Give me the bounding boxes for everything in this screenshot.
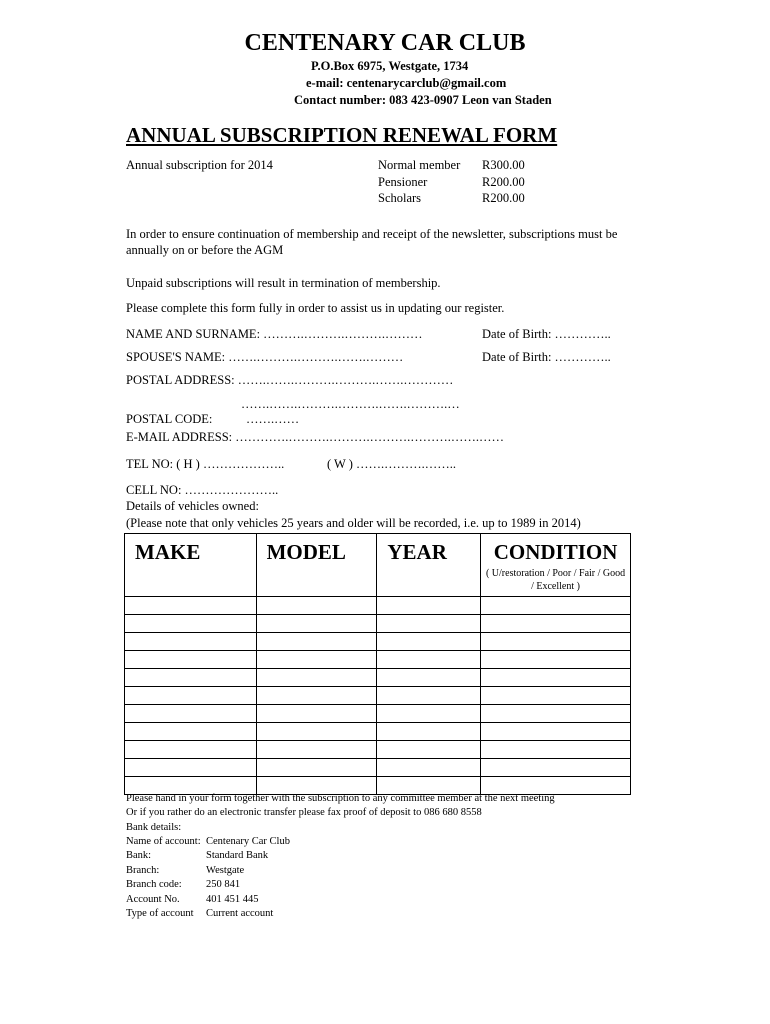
complete-note: Please complete this form fully in order to assist us in updating our register. <box>126 301 505 315</box>
condition-cell[interactable] <box>481 741 631 759</box>
unpaid-note: Unpaid subscriptions will result in termination of membership. <box>126 276 441 290</box>
bank-label: Type of account <box>126 908 194 919</box>
make-cell[interactable] <box>125 615 257 633</box>
postal-code-field[interactable]: …….…… <box>246 412 300 426</box>
table-row <box>125 597 631 615</box>
po-box: P.O.Box 6975, Westgate, 1734 <box>311 59 469 73</box>
model-cell[interactable] <box>256 651 377 669</box>
bank-value: Current account <box>206 908 274 919</box>
spouse-name-field[interactable]: SPOUSE'S NAME: …….……….……….…….……… <box>126 350 404 364</box>
make-cell[interactable] <box>125 777 257 795</box>
year-cell[interactable] <box>377 741 481 759</box>
email-field[interactable]: E-MAIL ADDRESS: ………….……….……….……….……….…….…… <box>126 430 505 444</box>
year-cell[interactable] <box>377 669 481 687</box>
model-cell[interactable] <box>256 759 377 777</box>
bank-value: Standard Bank <box>206 850 269 861</box>
model-cell[interactable] <box>256 633 377 651</box>
make-header: MAKE <box>125 534 257 597</box>
make-cell[interactable] <box>125 633 257 651</box>
model-cell[interactable] <box>256 705 377 723</box>
bank-value: 401 451 445 <box>206 894 259 905</box>
year-cell[interactable] <box>377 651 481 669</box>
year-cell[interactable] <box>377 597 481 615</box>
make-cell[interactable] <box>125 651 257 669</box>
rate-amount: R300.00 <box>482 158 525 172</box>
tel-work-field[interactable]: ( W ) …….……….…….. <box>327 457 457 471</box>
rate-type: Pensioner <box>378 175 428 189</box>
make-cell[interactable] <box>125 687 257 705</box>
continuation-note: In order to ensure continuation of membership and receipt of the newsletter, subscriptions must be annually on or before the AGM <box>126 227 618 257</box>
model-cell[interactable] <box>256 687 377 705</box>
condition-title: CONDITION <box>493 540 618 564</box>
make-cell[interactable] <box>125 597 257 615</box>
dob-field[interactable]: Date of Birth: ………….. <box>482 327 611 341</box>
eft-note: Or if you rather do an electronic transfer please fax proof of deposit to 086 680 8558 <box>126 807 482 818</box>
rate-amount: R200.00 <box>482 191 525 205</box>
table-row <box>125 759 631 777</box>
year-cell[interactable] <box>377 705 481 723</box>
make-cell[interactable] <box>125 669 257 687</box>
bank-label: Bank: <box>126 850 152 861</box>
spouse-dob-field[interactable]: Date of Birth: ………….. <box>482 350 611 364</box>
postal-address-field[interactable]: POSTAL ADDRESS: …….…….……….……….…….………… <box>126 373 454 387</box>
table-row <box>125 705 631 723</box>
make-cell[interactable] <box>125 741 257 759</box>
condition-cell[interactable] <box>481 633 631 651</box>
year-header: YEAR <box>377 534 481 597</box>
handin-note: Please hand in your form together with the subscription to any committee member at the next meeting <box>126 793 555 804</box>
model-cell[interactable] <box>256 777 377 795</box>
make-cell[interactable] <box>125 723 257 741</box>
year-cell[interactable] <box>377 723 481 741</box>
model-cell[interactable] <box>256 597 377 615</box>
rate-type: Scholars <box>378 191 422 205</box>
postal-address-line2[interactable]: …….…….……….……….…….……….… <box>241 397 460 411</box>
contact-number: Contact number: 083 423-0907 Leon van Staden <box>294 93 552 107</box>
cell-field[interactable]: CELL NO: ………………….. <box>126 483 279 497</box>
subscription-label: Annual subscription for 2014 <box>126 158 273 172</box>
year-cell[interactable] <box>377 777 481 795</box>
table-row <box>125 651 631 669</box>
condition-cell[interactable] <box>481 687 631 705</box>
table-row <box>125 777 631 795</box>
table-row <box>125 741 631 759</box>
name-field[interactable]: NAME AND SURNAME: ……….……….……….……… <box>126 327 423 341</box>
bank-value: 250 841 <box>206 879 241 890</box>
bank-label: Branch: <box>126 865 160 876</box>
year-cell[interactable] <box>377 633 481 651</box>
table-row <box>125 633 631 651</box>
condition-header <box>481 534 631 597</box>
year-cell[interactable] <box>377 615 481 633</box>
model-cell[interactable] <box>256 741 377 759</box>
rate-amount: R200.00 <box>482 175 525 189</box>
model-header: MODEL <box>256 534 377 597</box>
table-row <box>125 723 631 741</box>
model-cell[interactable] <box>256 615 377 633</box>
bank-label: Name of account: <box>126 836 201 847</box>
condition-cell[interactable] <box>481 669 631 687</box>
condition-cell[interactable] <box>481 615 631 633</box>
vehicles-label: Details of vehicles owned: <box>126 499 259 513</box>
bank-value: Centenary Car Club <box>206 836 290 847</box>
condition-cell[interactable] <box>481 651 631 669</box>
vehicles-table <box>124 533 631 795</box>
model-cell[interactable] <box>256 669 377 687</box>
condition-cell[interactable] <box>481 759 631 777</box>
form-title: ANNUAL SUBSCRIPTION RENEWAL FORM <box>126 123 558 147</box>
table-row <box>125 687 631 705</box>
tel-home-field[interactable]: TEL NO: ( H ) ……………….. <box>126 457 285 471</box>
club-email: e-mail: centenarycarclub@gmail.com <box>306 76 507 90</box>
bank-label: Branch code: <box>126 879 182 890</box>
bank-details-label: Bank details: <box>126 822 182 833</box>
condition-options: ( U/restoration / Poor / Fair / Good / Excellent ) <box>485 568 626 592</box>
year-cell[interactable] <box>377 759 481 777</box>
table-row <box>125 669 631 687</box>
condition-cell[interactable] <box>481 777 631 795</box>
postal-code-label: POSTAL CODE: <box>126 412 213 426</box>
bank-label: Account No. <box>126 894 180 905</box>
year-cell[interactable] <box>377 687 481 705</box>
rate-type: Normal member <box>378 158 461 172</box>
vehicles-note: (Please note that only vehicles 25 years and older will be recorded, i.e. up to 1989 in 2014) <box>126 516 581 530</box>
make-cell[interactable] <box>125 759 257 777</box>
condition-cell[interactable] <box>481 597 631 615</box>
make-cell[interactable] <box>125 705 257 723</box>
model-cell[interactable] <box>256 723 377 741</box>
table-row <box>125 615 631 633</box>
club-name: CENTENARY CAR CLUB <box>244 30 526 56</box>
condition-cell[interactable] <box>481 723 631 741</box>
condition-cell[interactable] <box>481 705 631 723</box>
bank-value: Westgate <box>206 865 245 876</box>
